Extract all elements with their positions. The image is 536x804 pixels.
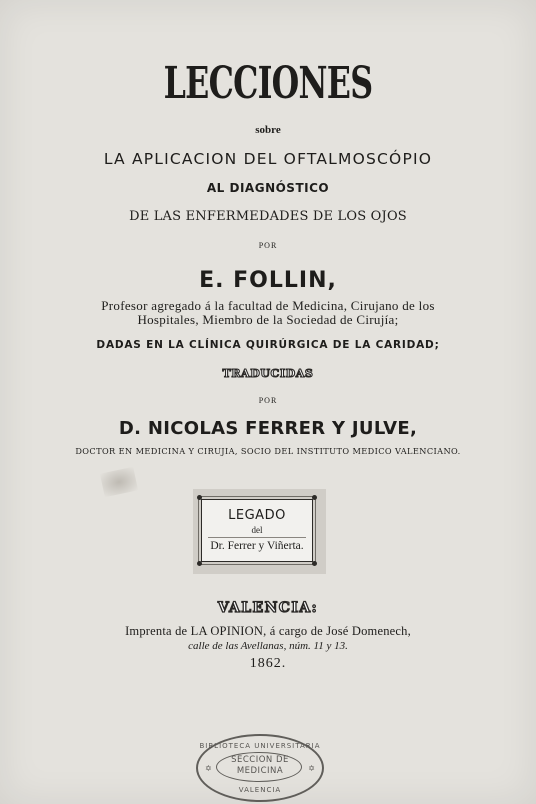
author-description (0, 299, 536, 327)
bookplate-donor-name: Dr. Ferrer y Viñerta. (208, 537, 306, 552)
lectures-given-line: DADAS EN LA CLÍNICA QUIRÚRGICA DE LA CARIDAD; (96, 339, 440, 351)
stamp-arc-top: BIBLIOTECA UNIVERSITARIA (199, 742, 321, 750)
main-title: LECCIONES (163, 58, 373, 109)
bookplate-title: LEGADO (228, 508, 286, 523)
library-stamp (196, 734, 324, 802)
imprint-city: VALENCIA: (217, 600, 319, 616)
author-desc-line-1: Profesor agregado á la facultad de Medicina, Cirujano de los (101, 298, 435, 313)
subtitle-line-1: LA APLICACION DEL OFTALMOSCÓPIO (103, 150, 433, 168)
author-name: E. FOLLIN, (199, 268, 337, 293)
star-icon: ✡ (205, 764, 212, 773)
bookplate-corner-ornament (197, 495, 202, 500)
stamp-line-1: SECCION DE (231, 755, 289, 765)
stamp-arc-bottom: VALENCIA (238, 786, 282, 794)
imprint-printer: Imprenta de LA OPINION, á cargo de José Domenech, (125, 624, 411, 638)
bookplate-label (201, 499, 313, 562)
paper-stain (100, 467, 138, 498)
bookplate-del: del (251, 525, 263, 535)
star-icon: ✡ (308, 764, 315, 773)
por-translator: POR (258, 396, 278, 405)
traducidas-heading: TRADUCIDAS (222, 367, 314, 380)
translator-name: D. NICOLAS FERRER Y JULVE, (118, 418, 418, 439)
subtitle-line-3: DE LAS ENFERMEDADES DE LOS OJOS (129, 209, 407, 224)
translator-description: DOCTOR EN MEDICINA Y CIRUJIA, SOCIO DEL INSTITUTO MEDICO VALENCIANO. (75, 446, 461, 456)
stamp-line-2: MEDICINA (236, 766, 284, 776)
bookplate-corner-ornament (312, 561, 317, 566)
author-desc-line-2: Hospitales, Miembro de la Sociedad de Cirujía; (137, 312, 399, 327)
imprint-address: calle de las Avellanas, núm. 11 y 13. (188, 640, 348, 652)
title-sobre: sobre (255, 124, 281, 136)
bookplate-corner-ornament (312, 495, 317, 500)
por-author: POR (258, 241, 278, 250)
bookplate-corner-ornament (197, 561, 202, 566)
subtitle-line-2: AL DIAGNÓSTICO (206, 181, 330, 195)
imprint-year: 1862. (249, 656, 287, 671)
